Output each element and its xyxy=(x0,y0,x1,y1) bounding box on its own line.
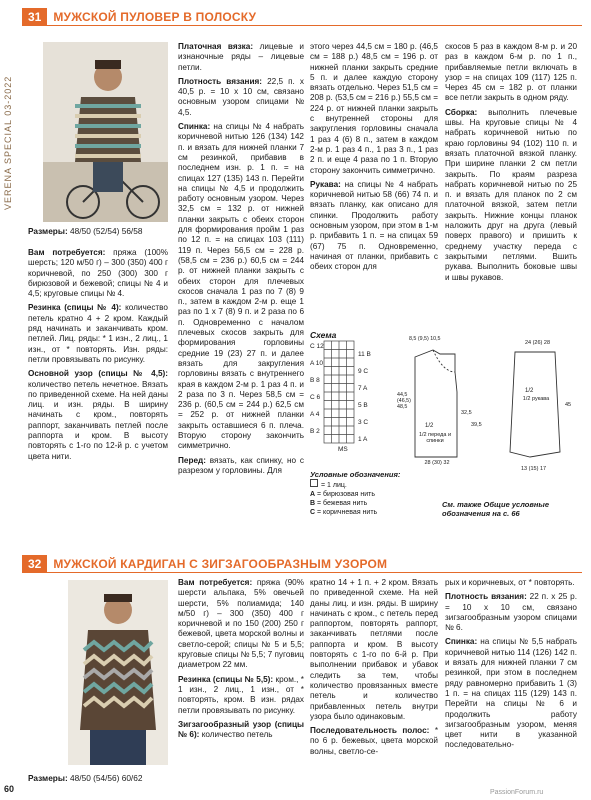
front-label: 1/2 xyxy=(425,423,434,429)
paragraph-lead: Рукава: xyxy=(310,179,341,189)
sleeve-label: 1/2 xyxy=(525,388,534,394)
paragraph-lead: Спинка: xyxy=(178,122,211,132)
paragraph xyxy=(445,42,577,104)
paragraph xyxy=(310,180,438,273)
page-number: 60 xyxy=(4,784,15,794)
top-dims: 8,5 (9,5) 10,5 xyxy=(409,336,441,342)
section-number: 32 xyxy=(22,555,47,573)
paragraph-text: пряжа (90% шерсти альпака, 5% овечьей шерсти, 5% полиамида; 140 м/50 г) – 300 (350) 400 г коричневой и по 150 (200) 250 г бежевой, цвета морской волны и светло-серой; спицы № 5 и 5,5; круговые спицы № 5,5; 7 пуговиц диаметром 22 мм. xyxy=(178,578,304,670)
paragraph-lead: Сборка: xyxy=(445,107,478,117)
sizes-value: 48/50 (52/54) 56/58 xyxy=(70,226,143,236)
column-31-3 xyxy=(310,42,438,277)
paragraph xyxy=(178,77,304,118)
spine-label: VERENA SPECIAL 03-2022 xyxy=(3,75,13,210)
paragraph-text: выполнить плечевые швы. На круговые спицы № 4 набрать коричневой нитью по краю горловины 94 (102) 110 п. и вязать платочной вязкой планку. При ширине планки 2 см петли закрыть. По краям разреза набрать коричневой нитью по 25 п. и вязать для планок по 2 см платочной вязкой, затем петли закрыть. Нижние концы планок наложить друг на друга (левый поверх правого) и пришить к среднему участку переда с закрытыми петлями. Вшить рукава. Выполнить боковые швы и швы рукавов. xyxy=(445,107,577,282)
paragraph-text: * по 6 р. бежевых, цвета морской волны, светло-се- xyxy=(310,726,439,756)
front-side-dim: 39,5 xyxy=(471,422,482,428)
paragraph xyxy=(178,456,304,477)
row-label: 11 B xyxy=(358,351,371,358)
sleeve-bottom-dim: 13 (15) 17 xyxy=(521,466,547,472)
scheme-left-labels xyxy=(310,338,324,440)
paragraph xyxy=(310,726,438,757)
legend-item: = 1 лиц. xyxy=(310,479,440,490)
paragraph xyxy=(178,578,304,671)
row-label: 5 B xyxy=(358,402,368,409)
paragraph-text: рых и коричневых, от * повторять. xyxy=(445,578,575,587)
paragraph-text: на спицы № 4 набрать коричневой нитью 58 (66) 74 п. и вязать планку, как описано для спинки. Продолжить работу основным узором, при этом в 1-м р. прибавить 1 п. = на спицах 59 (67) 75 п. Одновременно, начиная от планки, прибавить с обеих сторон для xyxy=(310,179,438,272)
paragraph-text: вязать, как спинку, но с разрезом у горловины. Для xyxy=(178,455,304,475)
row-label: 7 A xyxy=(358,385,368,392)
paragraph xyxy=(178,122,304,452)
paragraph xyxy=(445,578,577,588)
column-32-2 xyxy=(310,578,438,761)
section-number: 31 xyxy=(22,8,47,26)
paragraph-text: кром., * 1 изн., 2 лиц., 1 изн., от * повторять, кром. В изн. рядах петли провязывать по рисунку. xyxy=(178,674,304,715)
paragraph xyxy=(445,592,577,633)
paragraph-lead: Основной узор (спицы № 4,5): xyxy=(28,369,168,379)
paragraph-lead: Резинка (спицы № 4): xyxy=(28,303,122,313)
paragraph-lead: Вам потребуется: xyxy=(178,578,253,587)
paragraph-lead: Плотность вязания: xyxy=(445,592,527,602)
sleeve-top-dim: 24 (26) 28 xyxy=(524,340,551,346)
paragraph-lead: Вам потребуется: xyxy=(28,248,106,257)
scheme-ms: MS xyxy=(338,446,348,453)
paragraph-lead: Зигзагообразный узор (спицы № 6): xyxy=(178,719,304,740)
row-label: A 10 xyxy=(310,360,324,367)
column-31-2 xyxy=(178,42,304,480)
row-label: C 12 xyxy=(310,343,324,350)
row-label: C 6 xyxy=(310,394,321,401)
row-label: 9 C xyxy=(358,368,369,375)
magazine-spine xyxy=(3,70,17,770)
bottom-dim: 28 (30) 32 xyxy=(424,460,450,466)
stitch-scheme xyxy=(310,338,385,458)
paragraph-text: скосов 5 раз в каждом 8-м р. и 20 раз в каждом 6-м р. по 1 п., прибавляемые петли включать в узор = на спицах 109 (117) 125 п. Через 45 см = 182 р. от планки все петли закрыть в одном ряду. xyxy=(445,42,577,103)
paragraph-text: лицевые и изнаночные ряды – лицевые петли. xyxy=(178,42,304,72)
paragraph-lead: Резинка (спицы № 5,5): xyxy=(178,674,274,684)
legend-swatch xyxy=(310,479,318,487)
sizes-label: Размеры: xyxy=(28,226,68,236)
column-31-4 xyxy=(445,42,577,287)
column-31-1 xyxy=(28,248,168,466)
column-32-1 xyxy=(178,578,304,744)
paragraph-text: количество петель xyxy=(199,730,273,740)
row-label: 1 A xyxy=(358,436,368,443)
see-also-note: См. также Общие условные обозначения на с. 66 xyxy=(442,500,550,518)
paragraph xyxy=(178,720,304,741)
paragraph xyxy=(178,675,304,716)
watermark: PassionForum.ru xyxy=(490,789,544,796)
paragraph xyxy=(310,578,438,722)
garment-pattern xyxy=(395,332,585,492)
paragraph xyxy=(445,108,577,283)
front-half-label: 1/2 переда и спинки xyxy=(418,432,452,444)
paragraph-text: на спицы № 4 набрать коричневой нитью 126 (134) 142 п. и вязать для нижней планки 7 см резинкой, прибавив в последнем изн. р. 1 п. = на спицах 127 (135) 143 п. Перейти на спицы № 4,5 и продолжить работу основным узором. Через 32,5 см = 132 р. от нижней планки закрыть с обеих сторон для формирования пройм 1 раз по 12 п. = на спицах 103 (111) 119 п. Через 56,5 см = 228 р. (58,5 см = 236 р.) 60,5 см = 244 р. от нижней планки закрыть с обеих сторон для плечевых скосов сначала 1 раз по 7 (8) 9 п., затем в каждом 2-м р. еще 1 раз по 1 х 7 (8) 9 п. и 2 раза по 6 п. Одновременно с началом плечевых скосов закрыть для формирования горловины средние 19 (23) 27 п. и далее вязать для закругления горловины вязать с внутреннего края в каждом 2-м р. 1 раз 4 п. и 2 раза по 3 п. Через 58,5 см = 236 р. (60,5 см = 244 р.) 62,5 см = 252 р. от нижней планки закрыть оставшиеся 6 п. плеча. Вторую сторону закончить симметрично. xyxy=(178,122,304,451)
paragraph-lead: Последовательность полос: xyxy=(310,726,430,736)
paragraph-text: кратно 14 + 1 п. + 2 кром. Вязать по приведенной схеме. На ней даны лиц. и изн. ряды. В ширину начинать с кром., с петель перед раппортом, повторять раппорт, заканчивать петлями после раппорта и кром. В высоту повторять с 1-го по 6-й р. При выполнении прибавок и убавок следить за тем, чтобы количество провязанных вместе петель и количество прибавленных петель внутри узора было одинаковым. xyxy=(310,578,438,721)
paragraph xyxy=(310,42,438,176)
legend-item: A = бирюзовая нить xyxy=(310,491,376,498)
paragraph xyxy=(28,303,168,365)
section-32-header xyxy=(22,555,582,573)
paragraph-lead: Плотность вязания: xyxy=(178,76,263,86)
scheme-right-labels xyxy=(358,346,386,448)
paragraph-text: количество петель кратно 4 + 2 кром. Каждый ряд начинать и заканчивать кром. петлей. Лиц. ряды: * 1 изн., 2 лиц., 1 изн., от * повторять. Изн. ряды: петли провязывать по рисунку. xyxy=(28,303,168,364)
legend-title: Условные обозначения: xyxy=(310,470,401,479)
section-title: МУЖСКОЙ ПУЛОВЕР В ПОЛОСКУ xyxy=(53,10,257,24)
row-label: B 8 xyxy=(310,377,320,384)
paragraph xyxy=(28,369,168,462)
section-title: МУЖСКОЙ КАРДИГАН С ЗИГЗАГООБРАЗНЫМ УЗОРОМ xyxy=(53,557,388,571)
row-label: 3 C xyxy=(358,419,369,426)
paragraph-text: на спицы № 5,5 набрать коричневой нитью 114 (126) 142 п. и вязать для нижней планки 7 см резинкой, при этом в последнем ряду равномерно прибавить 1 (3) 1 п. = на спицах 115 (129) 143 п. Перейти на спицы № 6 и продолжить работу зигзагообразным узором, меняя цвет нити в указанной последовательно- xyxy=(445,637,577,750)
paragraph xyxy=(178,42,304,73)
model-photo-pullover xyxy=(43,42,168,222)
legend-item: B = бежевая нить xyxy=(310,500,368,507)
sizes-32 xyxy=(28,773,178,783)
paragraph-lead: Спинка: xyxy=(445,637,478,647)
column-32-3 xyxy=(445,578,577,755)
sizes-value: 48/50 (54/56) 60/62 xyxy=(70,773,143,783)
paragraph-text: 22 п. х 25 р. = 10 х 10 см, связано зигзагообразным узором спицами № 6. xyxy=(445,592,577,633)
paragraph-text: пряжа (100% шерсть; 120 м/50 г) – 300 (350) 400 г коричневой, по 250 (300) 300 г бирюзовой и бежевой; спицы № 4 и 4,5; круговые спицы № 4. xyxy=(28,248,169,299)
front-left-dim: 44,5 (46,5) 48,5 xyxy=(397,392,411,410)
row-label: B 2 xyxy=(310,428,320,435)
sizes-31 xyxy=(28,226,178,236)
row-label: A 4 xyxy=(310,411,320,418)
section-31-header xyxy=(22,8,582,26)
sleeve-side-dim: 45 xyxy=(565,402,572,408)
paragraph-text: 22,5 п. х 40,5 р. = 10 х 10 см, связано основным узором спицами № 4,5. xyxy=(178,76,305,117)
paragraph xyxy=(28,248,168,299)
paragraph-lead: Платочная вязка: xyxy=(178,42,254,51)
front-side-dim: 32,5 xyxy=(461,410,472,416)
paragraph-lead: Перед: xyxy=(178,455,206,465)
paragraph xyxy=(445,637,577,750)
scheme-title: Схема xyxy=(310,330,337,340)
paragraph-text: этого через 44,5 см = 180 р. (46,5 см = 188 р.) 48,5 см = 196 р. от нижней планки закрыть средние 5 п. и далее каждую сторону вязать отдельно. Через 51,5 см = 208 р. (53,5 см = 216 р.) 55,5 см = 224 р. от нижней планки закрыть с внутренней стороны для закругления горловины сначала 1 раз 4 (6) 8 п., затем в каждом 2-м р. 1 раз 4 п., 1 раз 3 п., 1 раз 2 п. и еще 4 раза по 1 п. Вторую сторону закончить симметрично. xyxy=(310,42,438,175)
sleeve-half-label: 1/2 рукава xyxy=(522,396,550,402)
sizes-label: Размеры: xyxy=(28,773,68,783)
paragraph-text: количество петель нечетное. Вязать по приведенной схеме. На ней даны лиц. и изн. ряды. В ширину начинать с кром., повторять раппорт, заканчивать петлей после раппорта и кром. В высоту повторять с 1-го по 12-й р. с учетом цвета нити. xyxy=(28,379,168,461)
model-photo-cardigan xyxy=(68,580,168,765)
legend-item: C = коричневая нить xyxy=(310,509,378,516)
